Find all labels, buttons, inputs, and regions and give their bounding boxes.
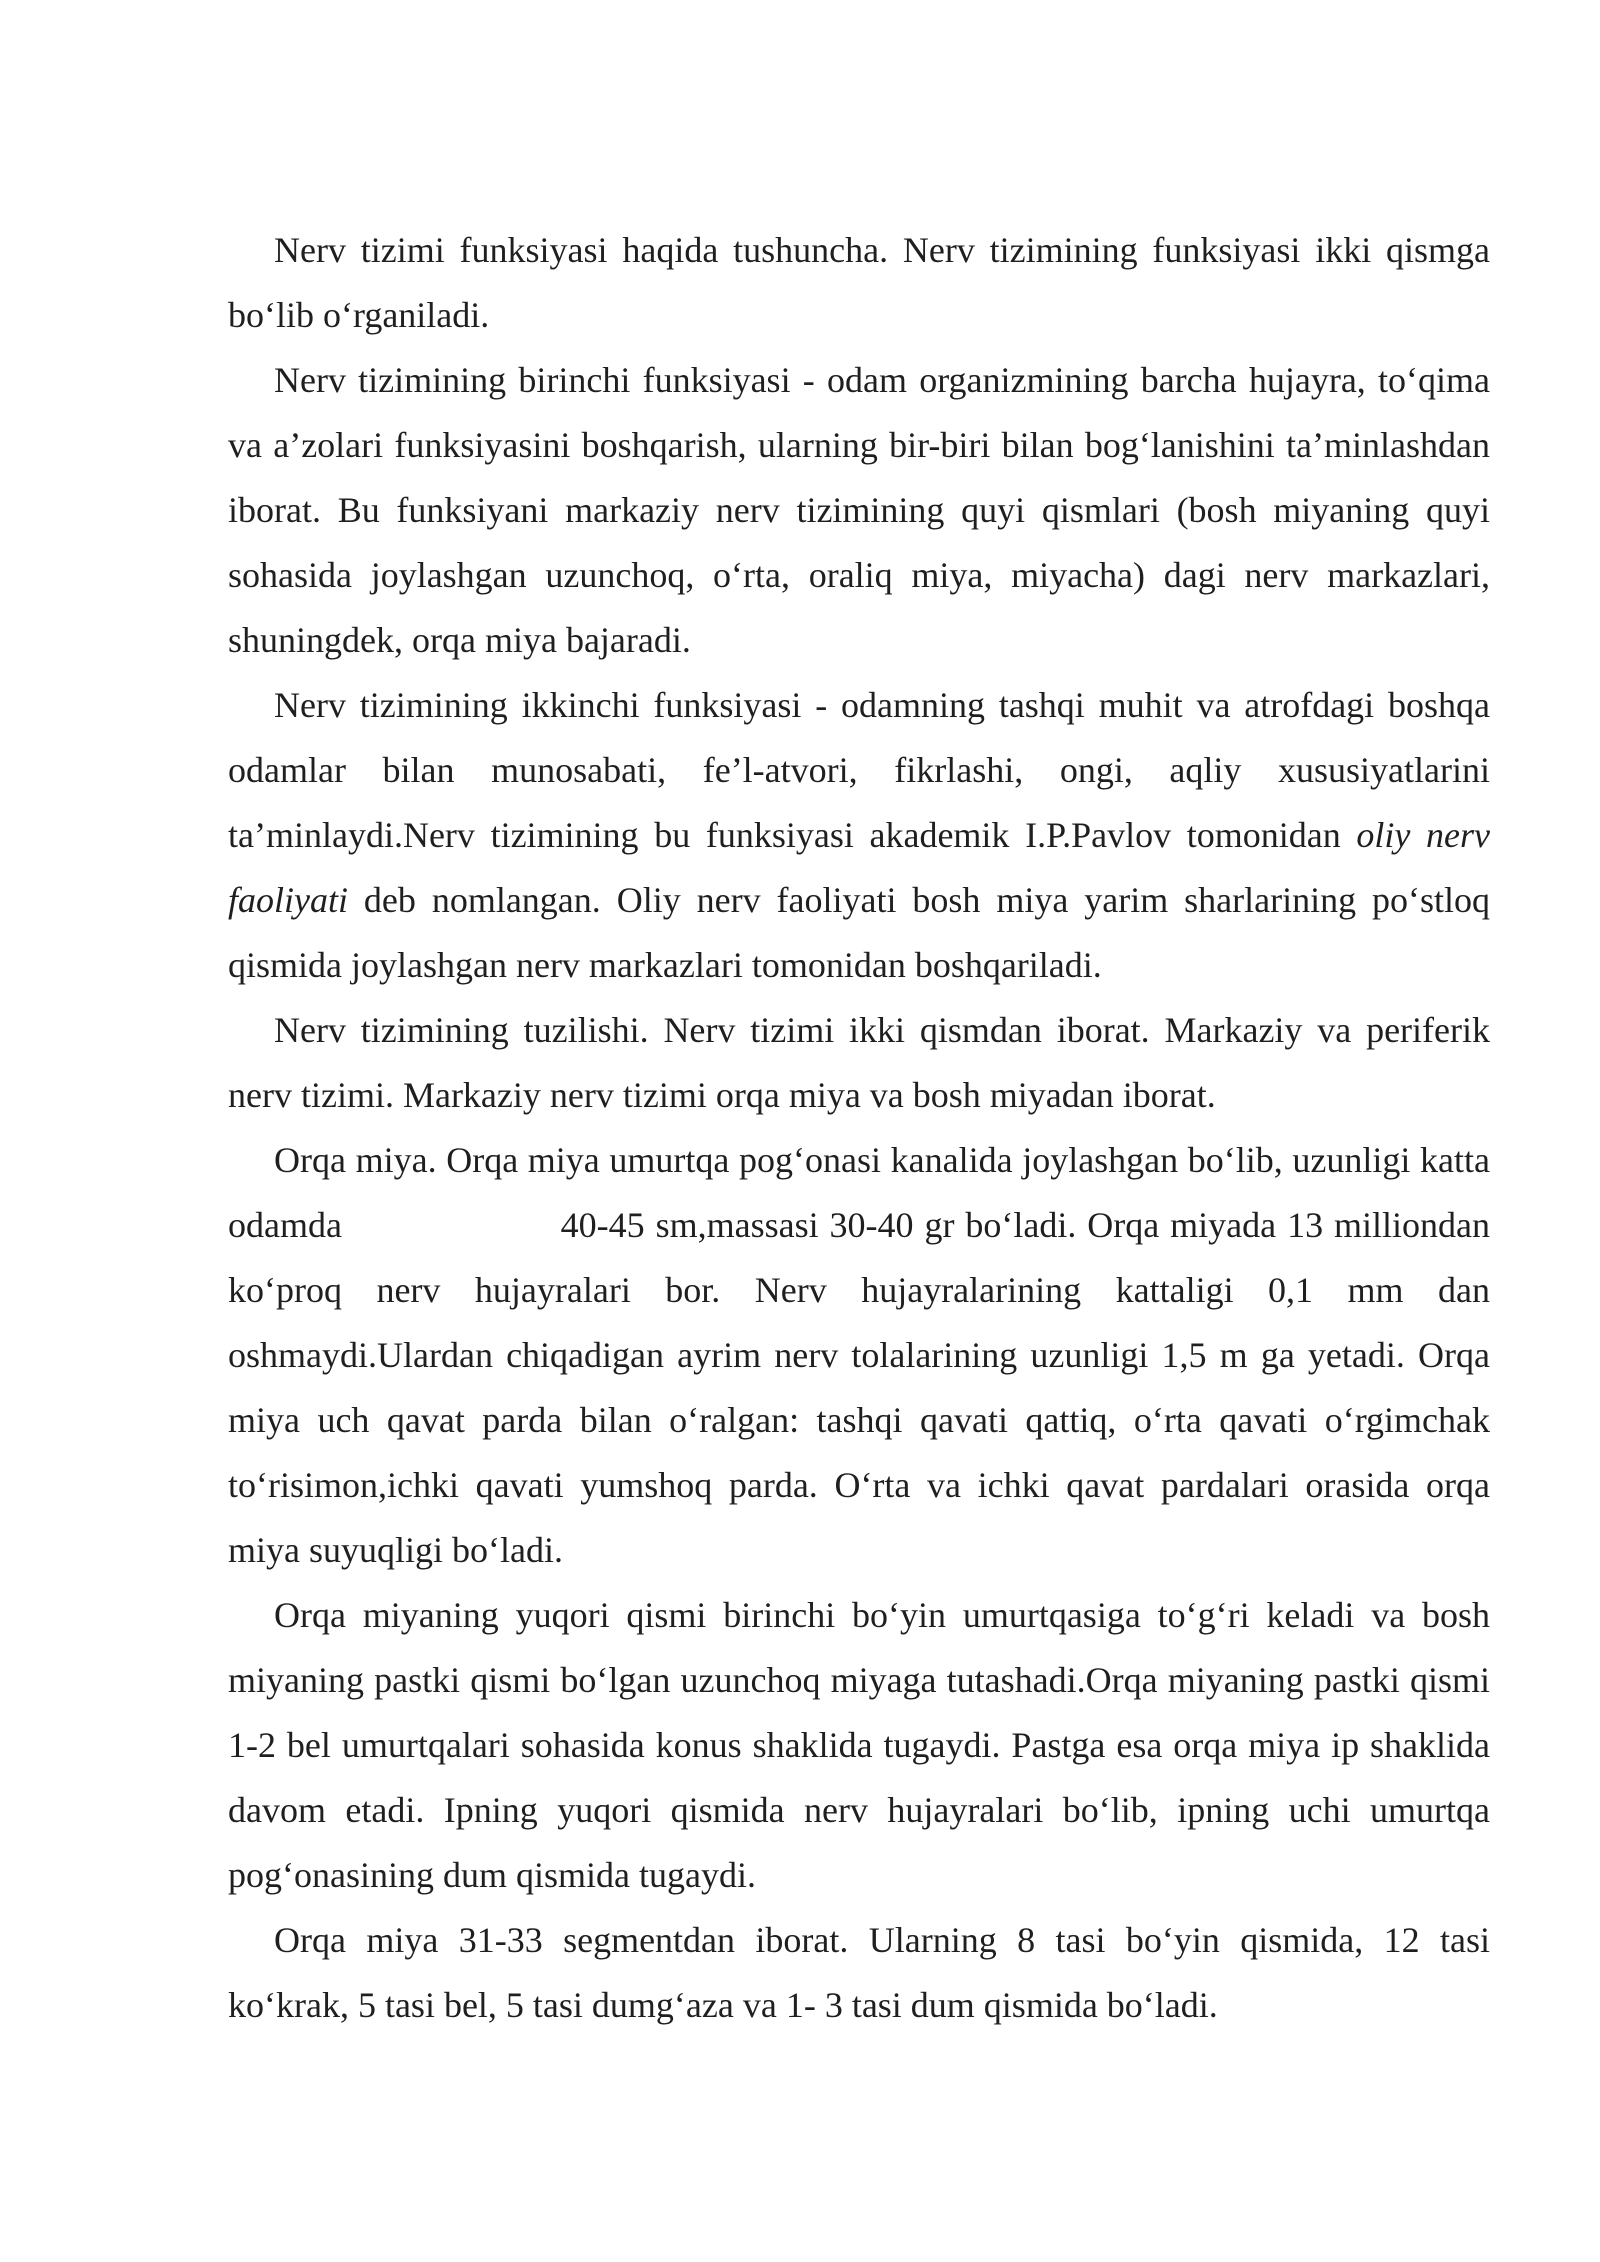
paragraph-nervous-system-structure: Nerv tizimining tuzilishi. Nerv tizimi ikki qismdan iborat. Markaziy va periferik nerv tizimi. Markaziy nerv tizimi orqa miya va bosh miyadan iborat. bbox=[228, 1010, 1499, 1115]
paragraph-nerve-function-intro: Nerv tizimi funksiyasi haqida tushuncha. Nerv tizimining funksiyasi ikki qismga bo‘lib o‘rganiladi. bbox=[228, 230, 1499, 335]
paragraph-first-function: Nerv tizimining birinchi funksiyasi - odam organizmining barcha hujayra, to‘qima va a’zolari funksiyasini boshqarish, ularning bir-biri bilan bog‘lanishini ta’minlashdan iborat. Bu funksiyani markaziy nerv tizimining quyi qismlari (bosh miyaning quyi sohasida joylashgan uzunchoq, o‘rta, oraliq miya, miyacha) dagi nerv markazlari, shuningdek, orqa miya bajaradi. bbox=[228, 360, 1499, 660]
paragraph-second-function-part-2: deb nomlangan. Oliy nerv faoliyati bosh miya yarim sharlarining po‘stloq qismida joylashgan nerv markazlari tomonidan boshqariladi. bbox=[228, 880, 1499, 985]
document-body bbox=[228, 218, 1499, 2038]
paragraph-spinal-cord: Orqa miya. Orqa miya umurtqa pog‘onasi kanalida joylashgan bo‘lib, uzunligi katta odamda 40-45 sm,massasi 30-40 gr bo‘ladi. Orqa miyada 13 milliondan ko‘proq nerv hujayralari bor. Nerv hujayralarining kattaligi 0,1 mm dan oshmaydi.Ulardan chiqadigan ayrim nerv tolalarining uzunligi 1,5 m ga yetadi. Orqa miya uch qavat parda bilan o‘ralgan: tashqi qavati qattiq, o‘rta qavati o‘rgimchak to‘risimon,ichki qavati yumshoq parda. O‘rta va ichki qavat pardalari orasida orqa miya suyuqligi bo‘ladi. bbox=[228, 1140, 1499, 1570]
italic-term-oliy-nerv-faoliyati: oliy nerv faoliyati bbox=[228, 815, 1499, 920]
paragraph-second-function bbox=[228, 673, 1499, 998]
paragraph-spinal-cord-upper-lower: Orqa miyaning yuqori qismi birinchi bo‘yin umurtqasiga to‘g‘ri keladi va bosh miyaning pastki qismi bo‘lgan uzunchoq miyaga tutashadi.Orqa miyaning pastki qismi 1-2 bel umurtqalari sohasida konus shaklida tugaydi. Pastga esa orqa miya ip shaklida davom etadi. Ipning yuqori qismida nerv hujayralari bo‘lib, ipning uchi umurtqa pog‘onasining dum qismida tugaydi. bbox=[228, 1595, 1499, 1895]
paragraph-second-function-part-1: Nerv tizimining ikkinchi funksiyasi - odamning tashqi muhit va atrofdagi boshqa odamlar bilan munosabati, fe’l-atvori, fikrlashi, ongi, aqliy xususiyatlarini ta’minlaydi.Nerv tizimining bu funksiyasi akademik I.P.Pavlov tomonidan bbox=[228, 685, 1499, 855]
paragraph-spinal-cord-segments: Orqa miya 31-33 segmentdan iborat. Ularning 8 tasi bo‘yin qismida, 12 tasi ko‘krak, 5 tasi bel, 5 tasi dumg‘aza va 1- 3 tasi dum qismida bo‘ladi. bbox=[228, 1920, 1499, 2025]
